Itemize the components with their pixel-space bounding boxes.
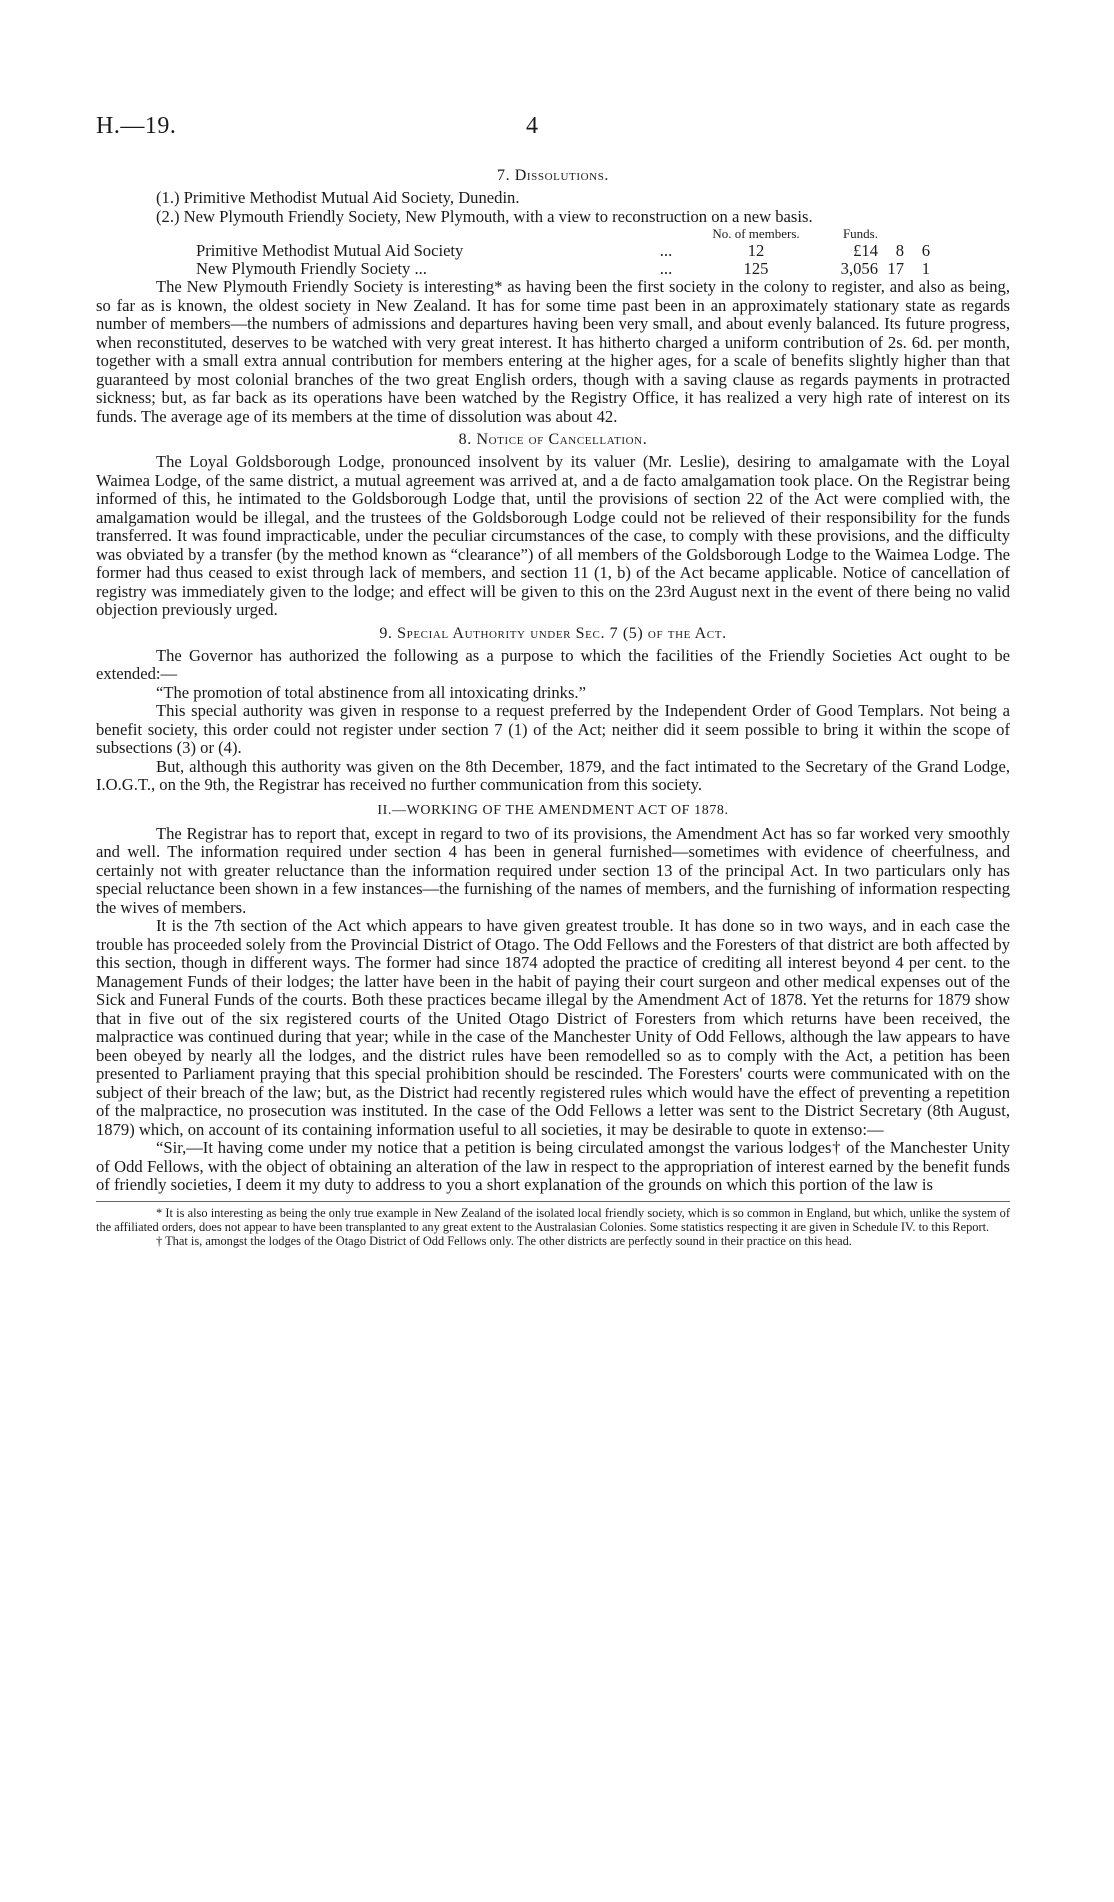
footnote-1: * It is also interesting as being the only true example in New Zealand of the isolated local friendly society, which is so common in England, but which, unlike the system of the affiliated orders, does not appear to have been transplanted to any great extent to the Australasian Colonies. Some statistics respecting it are given in Schedule IV. to this Report. bbox=[96, 1205, 1010, 1234]
footnote-2: † That is, amongst the lodges of the Otago District of Odd Fellows only. The other districts are perfectly sound in their practice on this head. bbox=[156, 1233, 852, 1248]
cancellation-paragraph: The Loyal Goldsborough Lodge, pronounced insolvent by its valuer (Mr. Leslie), desiring to amalgamate with the Loyal Waimea Lodge, of the same district, a mutual agreement was arrived at, and a de facto amalgamation took place. On the Registrar being informed of this, he intimated to the Goldsborough Lodge that, until the provisions of section 22 of the Act were complied with, the amalgamation would be illegal, and the trustees of the Goldsborough Lodge could not be relieved of their responsibility for the funds transferred. It was found impracticable, under the peculiar circumstances of the case, to comply with these provisions, and the difficulty was obviated by a transfer (by the method known as “clearance”) of all members of the Goldsborough Lodge to the Waimea Lodge. The former had thus ceased to exist through lack of members, and section 11 (1, b) of the Act became applicable. Notice of cancellation of registry was immediately given to the lodge; and effect will be given to this on the 23rd August next in the event of there being no valid objection previously urged. bbox=[96, 452, 1010, 619]
table-row bbox=[96, 260, 1010, 278]
leader-dots: ... bbox=[659, 259, 673, 278]
dissolution-item-1: (1.) Primitive Methodist Mutual Aid Society, Dunedin. bbox=[156, 188, 520, 207]
abstinence-quote: “The promotion of total abstinence from all intoxicating drinks.” bbox=[156, 682, 586, 702]
good-templars-paragraph: This special authority was given in response to a request preferred by the Independent Order of Good Templars. Not being a benefit society, this order could not register under section 7 (1) of the Act; neither did it seem possible to bring it within the scope of subsections (3) or (4). bbox=[96, 701, 1010, 757]
members-column-header: No. of members. bbox=[712, 226, 800, 241]
section-heading-special-authority: 9. Special Authority under Sec. 7 (5) of the Act. bbox=[379, 624, 727, 642]
member-count: 12 bbox=[747, 241, 765, 260]
funds-pence: 1 bbox=[921, 259, 930, 278]
table-header-row bbox=[96, 226, 1010, 242]
section-heading-amendment-act: II.—WORKING OF THE AMENDMENT ACT OF 1878. bbox=[377, 802, 729, 818]
page-number: 4 bbox=[526, 113, 538, 139]
section-heading-dissolutions: 7. Dissolutions. bbox=[496, 167, 610, 184]
dissolutions-table bbox=[96, 226, 1010, 278]
footnotes bbox=[96, 1201, 1010, 1248]
funds-pounds: 3,056 bbox=[840, 259, 878, 278]
funds-pence: 6 bbox=[921, 241, 930, 260]
funds-column-header: Funds. bbox=[842, 226, 878, 241]
dissolution-item-2: (2.) New Plymouth Friendly Society, New Plymouth, with a view to reconstruction on a new basis. bbox=[156, 206, 813, 226]
funds-shillings: 8 bbox=[895, 241, 904, 260]
amendment-act-paragraph: The Registrar has to report that, except in regard to two of its provisions, the Amendment Act has so far worked very smoothly and well. The information required under section 4 has been in general furnished—sometimes with evidence of cheerfulness, and certainly not with greater reluctance than the information required under section 13 of the principal Act. In two particulars only has special reluctance been shown in a few instances—the furnishing of the names of members, and the furnishing of information respecting the wives of members. bbox=[96, 823, 1010, 917]
special-authority-paragraph: The Governor has authorized the following as a purpose to which the facilities of the Friendly Societies Act ought to be extended:— bbox=[96, 645, 1010, 683]
seventh-section-paragraph: It is the 7th section of the Act which appears to have given greatest trouble. It has done so in two ways, and in each case the trouble has proceeded solely from the Provincial District of Otago. The Odd Fellows and the Foresters of that district are both affected by this section, though in different ways. The former had since 1874 adopted the practice of crediting all interest beyond 4 per cent. to the Management Funds of their lodges; the latter have been in the habit of paying their court surgeon and other medical expenses out of the Sick and Funeral Funds of the courts. Both these practices became illegal by the Amendment Act of 1878. Yet the returns for 1879 show that in five out of the six registered courts of the United Otago District of Foresters from which returns have been received, the malpractice was continued during that year; while in the case of the Manchester Unity of Odd Fellows, although the law appears to have been obeyed by nearly all the lodges, and the district rules have been remodelled so as to comply with the Act, a petition has been presented to Parliament praying that this special prohibition should be rescinded. The Foresters' courts were communicated with on the subject of their breach of the law; but, as the District had recently registered rules which would have the effect of preventing a repetition of the malpractice, no prosecution was instituted. In the case of the Odd Fellows a letter was sent to the District Secretary (8th August, 1879) which, on account of its containing information useful to all societies, it may be desirable to quote in extenso:— bbox=[96, 916, 1010, 1139]
report-reference: H.—19. bbox=[96, 113, 177, 139]
society-name: Primitive Methodist Mutual Aid Society bbox=[196, 241, 464, 260]
member-count: 125 bbox=[743, 259, 769, 278]
funds-shillings: 17 bbox=[887, 259, 904, 278]
grand-lodge-paragraph: But, although this authority was given on the 8th December, 1879, and the fact intimated to the Secretary of the Grand Lodge, I.O.G.T., on the 9th, the Registrar has received no further communication from this society. bbox=[96, 756, 1010, 794]
section-heading-cancellation: 8. Notice of Cancellation. bbox=[458, 431, 648, 448]
letter-quote-paragraph: “Sir,—It having come under my notice that a petition is being circulated amongst the various lodges† of the Manchester Unity of Odd Fellows, with the object of obtaining an alteration of the law in respect to the appropriation of interest earned by the benefit funds of friendly societies, I deem it my duty to address to you a short explanation of the grounds on which this portion of the law is bbox=[96, 1138, 1010, 1194]
leader-dots: ... bbox=[659, 241, 673, 260]
funds-pounds: £14 bbox=[853, 241, 878, 260]
page-header bbox=[96, 113, 1010, 139]
table-row bbox=[96, 242, 1010, 260]
document-body bbox=[96, 162, 1010, 1248]
society-name: New Plymouth Friendly Society ... bbox=[196, 259, 427, 278]
new-plymouth-paragraph: The New Plymouth Friendly Society is interesting* as having been the first society in the colony to register, and also as being, so far as is known, the oldest society in New Zealand. It has for some time past been in an approximately stationary state as regards number of members—the numbers of admissions and departures having been very small, and about evenly balanced. Its future progress, when reconstituted, deserves to be watched with very great interest. It has hitherto charged a uniform contribution of 2s. 6d. per month, together with a small extra annual contribution for members entering at the higher ages, for a scale of benefits slightly higher than that guaranteed by most colonial branches of the two great English orders, though with a saving clause as regards payments in protracted sickness; but, as far back as its operations have been watched by the Registry Office, it has realized a very high rate of interest on its funds. The average age of its members at the time of dissolution was about 42. bbox=[96, 277, 1010, 426]
